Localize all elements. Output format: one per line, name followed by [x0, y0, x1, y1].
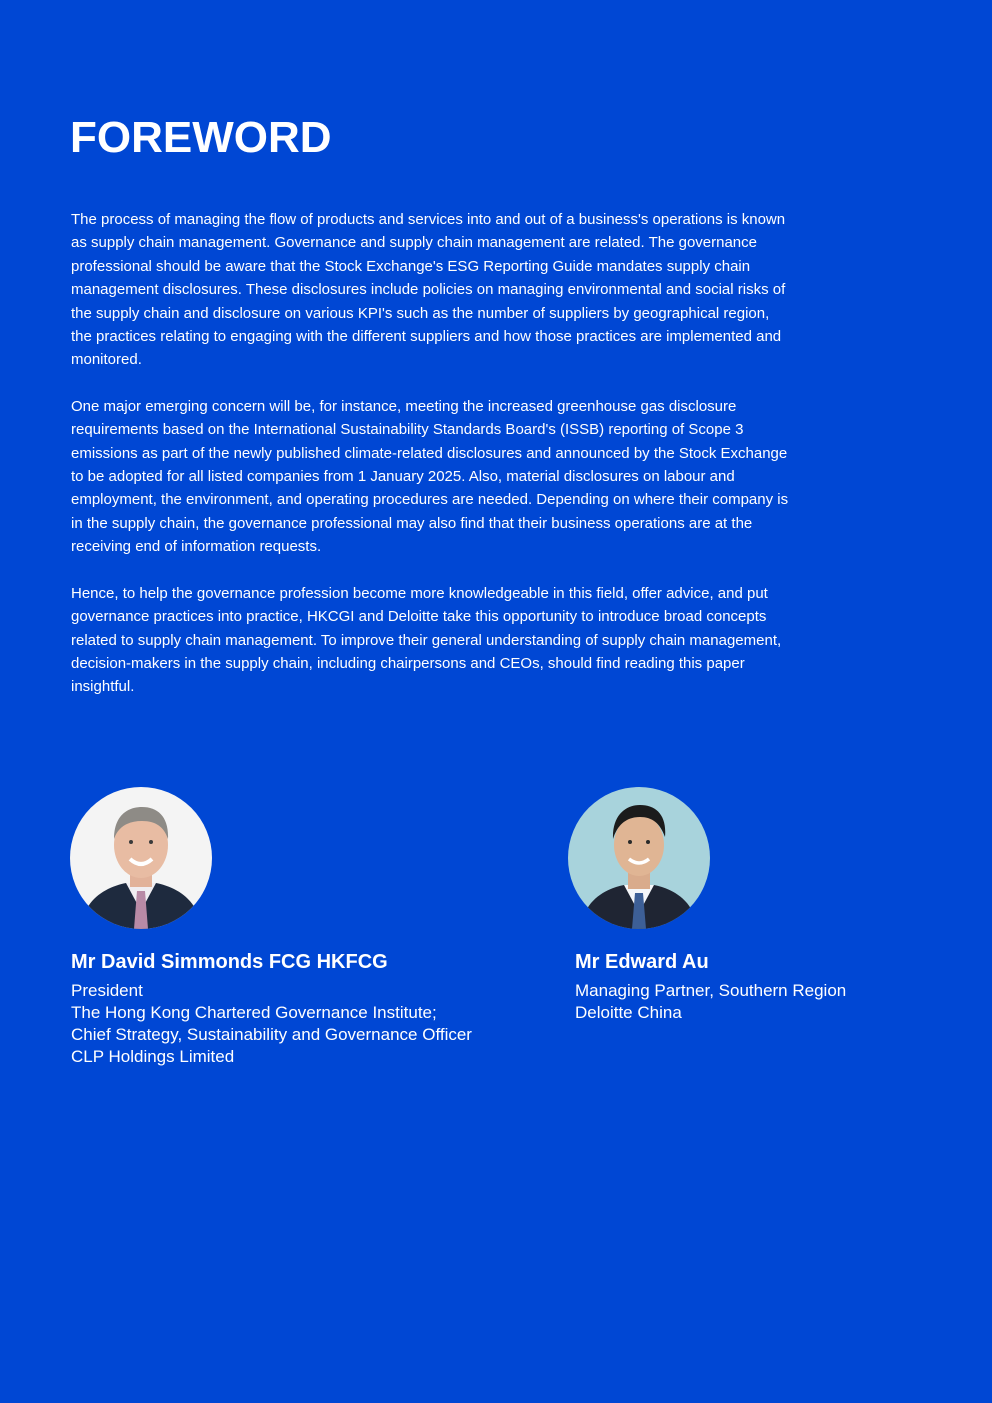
foreword-paragraph-2: One major emerging concern will be, for instance, meeting the increased greenhouse gas disclosure requirements based on the International Sustainability Standards Board's (ISSB) reporting of Scope 3 emissions as part of the newly published climate-related disclosures and announced by the Stock Exchange to be adopted for all listed companies from 1 January 2025. Also, material disclosures on labour and employment, the environment, and operating procedures are needed. Depending on where their company is in the supply chain, the governance professional may also find that their business operations are at the receiving end of information requests. — [71, 397, 789, 556]
signatory-role-line: President — [71, 981, 143, 1000]
signatory-role-line: CLP Holdings Limited — [71, 1047, 235, 1066]
signatory-roles — [575, 980, 948, 1024]
foreword-paragraph-3: Hence, to help the governance profession become more knowledgeable in this field, offer advice, and put governance practices into practice, HKCGI and Deloitte take this opportunity to introduce broad concepts related to supply chain management. To improve their general understanding of supply chain management, decision-makers in the supply chain, including chairpersons and CEOs, should find reading this paper insightful. — [71, 584, 782, 696]
page-title: FOREWORD — [70, 113, 332, 162]
signatory-role-line: The Hong Kong Chartered Governance Institute; — [71, 1003, 437, 1022]
portrait-illustration — [568, 787, 710, 929]
portrait-illustration — [70, 787, 212, 929]
avatar-photo-edward-au — [568, 787, 710, 929]
signatory-david-simmonds — [70, 787, 530, 1068]
signatory-role-line: Chief Strategy, Sustainability and Governance Officer — [71, 1025, 472, 1044]
signatory-name: Mr Edward Au — [575, 951, 709, 973]
avatar-photo-david-simmonds — [70, 787, 212, 929]
foreword-paragraph-1: The process of managing the flow of products and services into and out of a business's operations is known as supply chain management. Governance and supply chain management are related. The governance professional should be aware that the Stock Exchange's ESG Reporting Guide mandates supply chain management disclosures. These disclosures include policies on managing environmental and social risks of the supply chain and disclosure on various KPI's such as the number of suppliers by geographical region, the practices relating to engaging with the different suppliers and how those practices are implemented and monitored. — [71, 211, 786, 369]
signatory-role-line: Deloitte China — [575, 1003, 682, 1022]
signatory-name: Mr David Simmonds FCG HKFCG — [71, 951, 388, 973]
foreword-body — [71, 208, 791, 722]
signatory-roles — [71, 980, 530, 1068]
signatory-role-line: Managing Partner, Southern Region — [575, 981, 847, 1000]
signatory-edward-au — [568, 787, 948, 1024]
